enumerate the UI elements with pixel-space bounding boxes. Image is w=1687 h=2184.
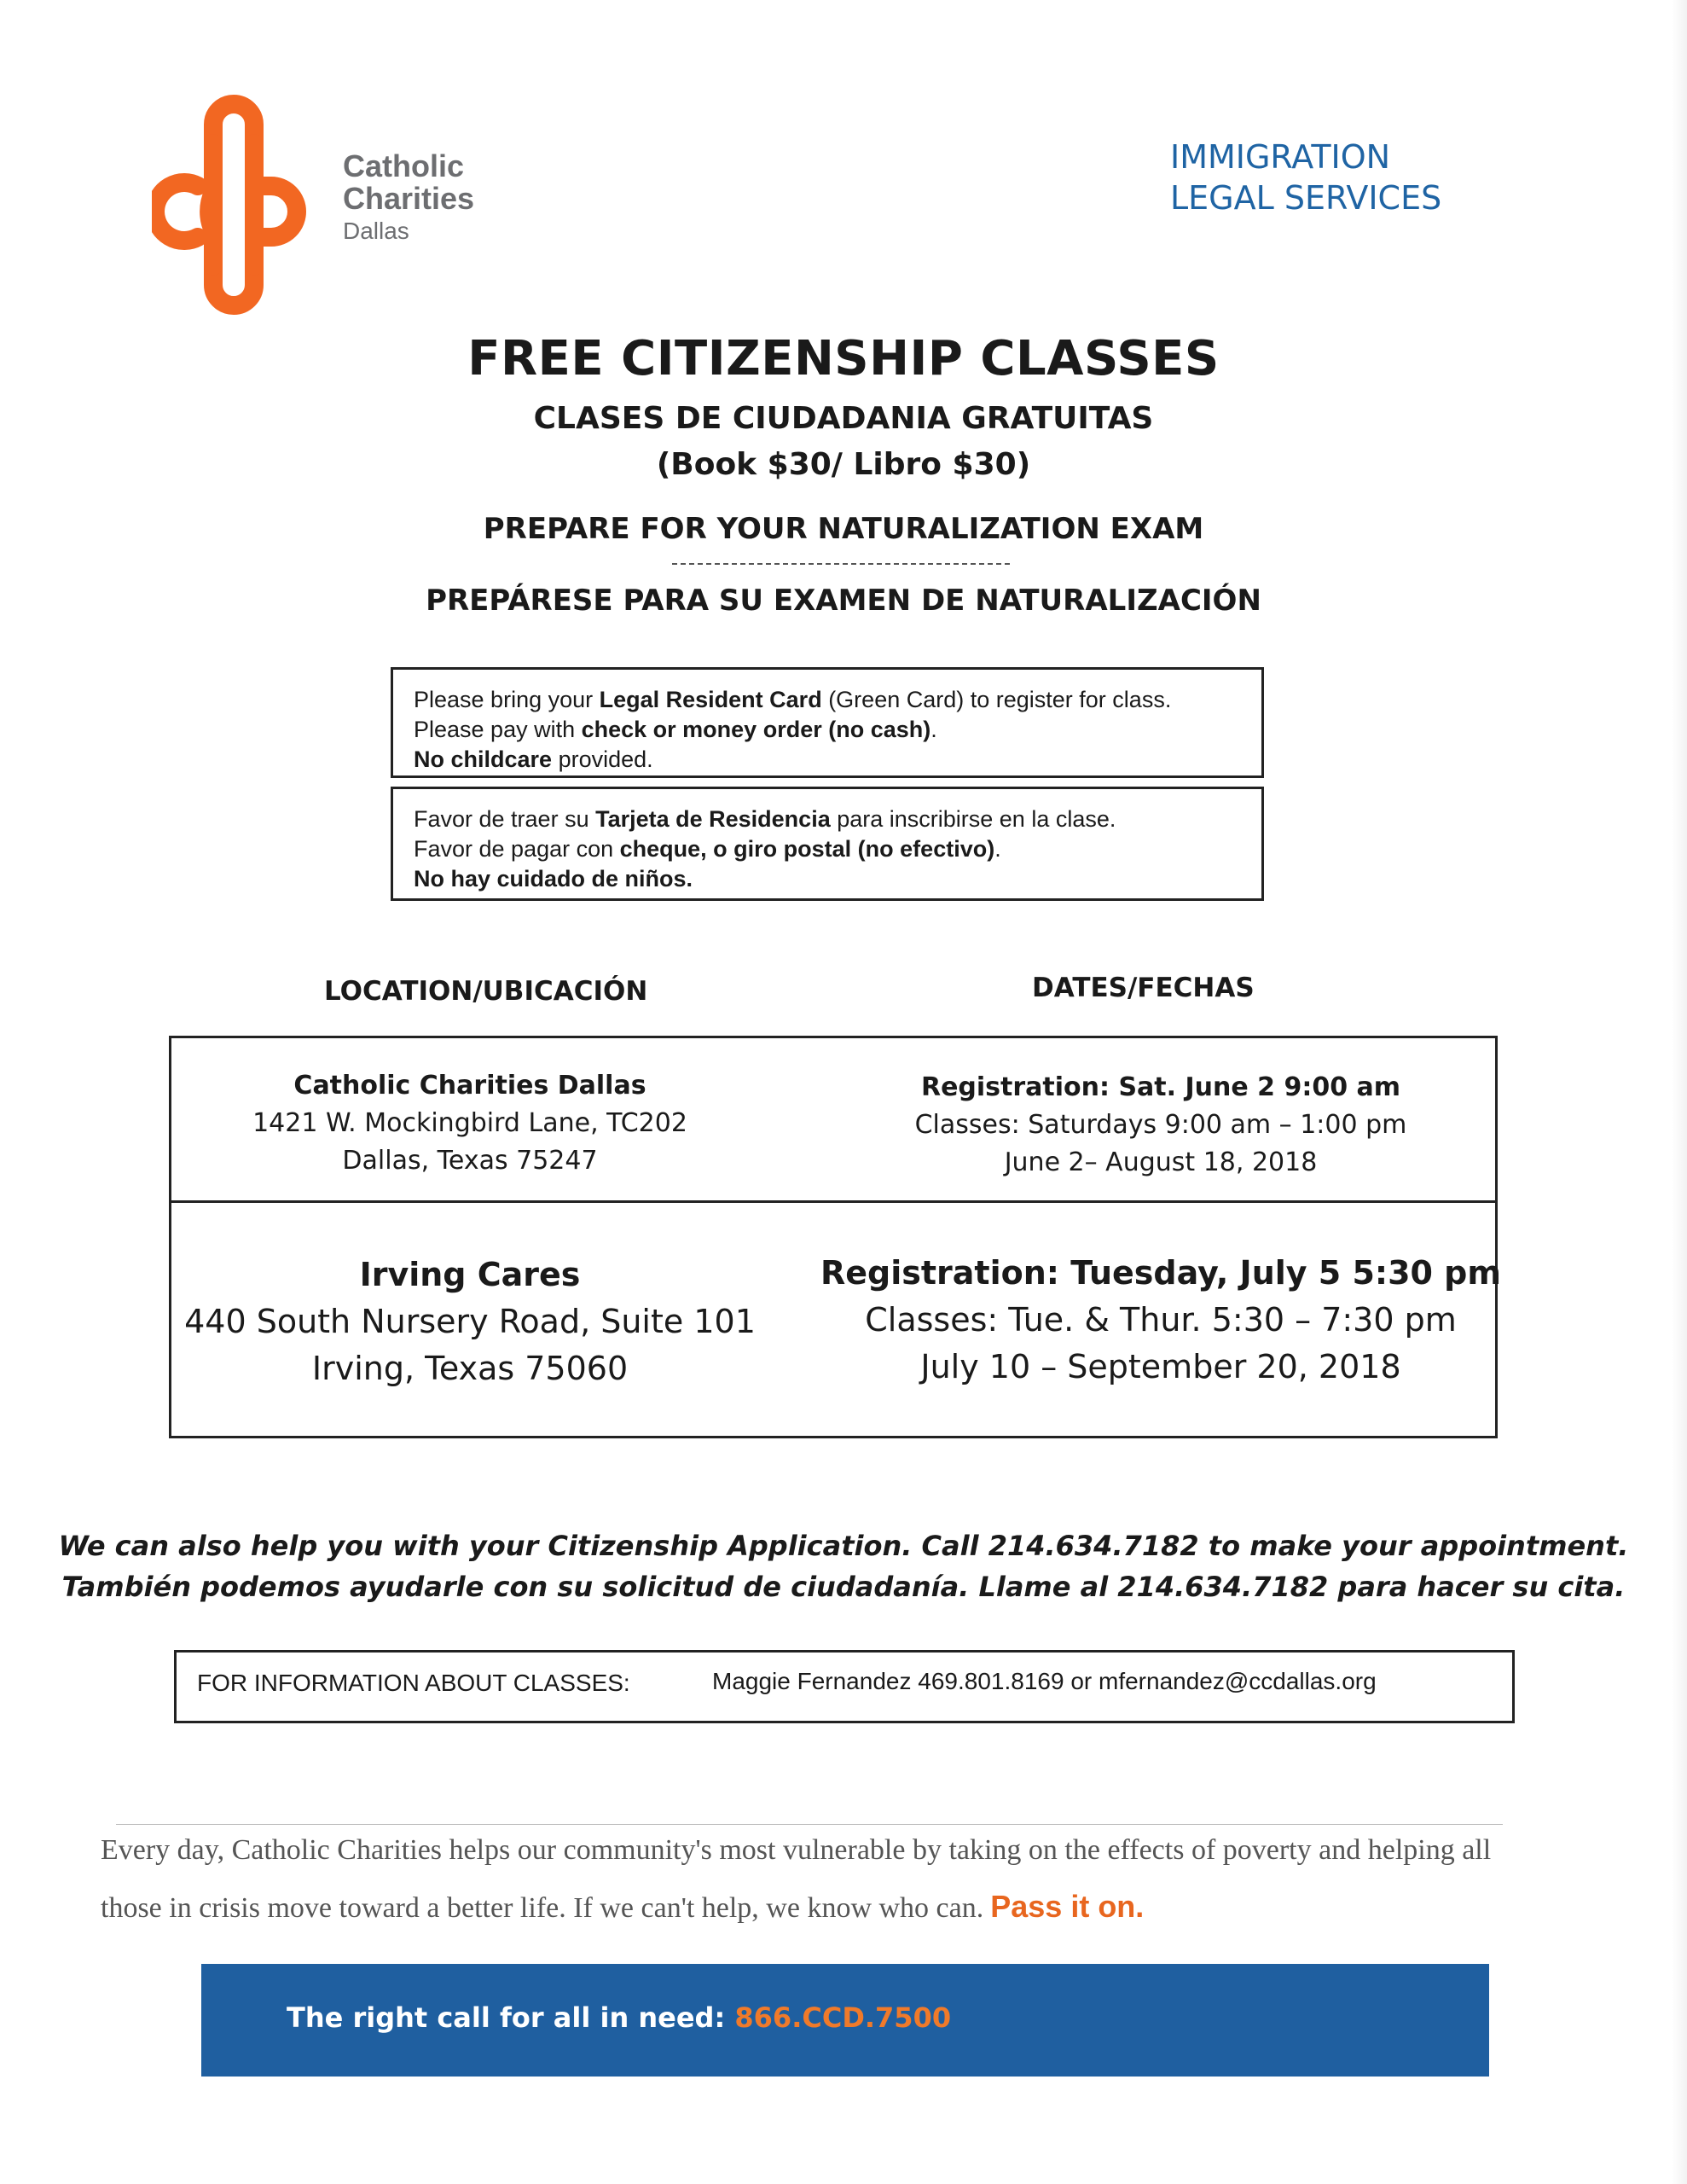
requirement-line: Please pay with check or money order (no cash). [414, 717, 937, 742]
location-column-header: LOCATION/UBICACIÓN [324, 976, 648, 1007]
location-cell-irving [171, 1252, 768, 1392]
department-line-2: LEGAL SERVICES [1170, 179, 1442, 217]
helpline-phone: 866.CCD.7500 [734, 2001, 952, 2034]
requirement-line: Favor de traer su Tarjeta de Residencia para inscribirse en la clase. [414, 806, 1116, 832]
dates-column-header: DATES/FECHAS [1032, 973, 1255, 1003]
location-name: Irving Cares [359, 1256, 581, 1293]
scan-edge [1672, 0, 1687, 2184]
prepare-heading-en: PREPARE FOR YOUR NATURALIZATION EXAM [483, 512, 1204, 546]
location-name: Catholic Charities Dallas [293, 1071, 646, 1101]
requirement-line: No hay cuidado de niños. [414, 866, 693, 892]
requirement-line: Please bring your Legal Resident Card (Green Card) to register for class. [414, 687, 1172, 712]
tagline-line-2: those in crisis move toward a better life. If we can't help, we know who can. Pass it on. [101, 1889, 1145, 1924]
location-city: Dallas, Texas 75247 [342, 1146, 598, 1176]
location-cell-dallas [171, 1067, 768, 1180]
dates-cell-irving [786, 1250, 1536, 1391]
pass-it-on: Pass it on. [990, 1889, 1145, 1924]
location-city: Irving, Texas 75060 [311, 1350, 629, 1387]
info-label: FOR INFORMATION ABOUT CLASSES: [197, 1670, 630, 1696]
location-address: 1421 W. Mockingbird Lane, TC202 [252, 1108, 687, 1138]
registration-date: Registration: Sat. June 2 9:00 am [920, 1072, 1401, 1102]
logo-wordmark [343, 150, 474, 247]
page-title: FREE CITIZENSHIP CLASSES [467, 331, 1220, 386]
schedule-table [169, 1036, 1501, 1438]
date-range: June 2– August 18, 2018 [1004, 1147, 1318, 1177]
registration-date: Registration: Tuesday, July 5 5:30 pm [820, 1254, 1501, 1292]
requirements-box-spanish [391, 787, 1264, 901]
helpline-banner [201, 1964, 1489, 2077]
logo-line-2: Charities [343, 181, 475, 216]
department-line-1: IMMIGRATION [1170, 138, 1391, 176]
requirements-box-english [391, 667, 1264, 778]
book-price: (Book $30/ Libro $30) [656, 447, 1031, 482]
class-times: Classes: Tue. & Thur. 5:30 – 7:30 pm [865, 1301, 1457, 1339]
dashed-divider [672, 563, 1010, 565]
footer-rule [116, 1824, 1503, 1825]
banner-text: The right call for all in need: 866.CCD.7500 [287, 2001, 952, 2034]
application-help-english: We can also help you with your Citizenship Application. Call 214.634.7182 to make your appointment. [58, 1530, 1629, 1562]
class-times: Classes: Saturdays 9:00 am – 1:00 pm [914, 1110, 1407, 1140]
department-heading [1170, 136, 1441, 218]
row-divider [171, 1200, 1495, 1203]
logo-line-3: Dallas [343, 218, 409, 244]
page-subtitle-spanish: CLASES DE CIUDADANIA GRATUITAS [533, 401, 1154, 436]
requirement-line: Favor de pagar con cheque, o giro postal (no efectivo). [414, 836, 1001, 862]
dates-cell-dallas [854, 1069, 1468, 1182]
location-address: 440 South Nursery Road, Suite 101 [184, 1303, 756, 1340]
date-range: July 10 – September 20, 2018 [920, 1348, 1401, 1385]
logo-line-1: Catholic [343, 148, 465, 183]
info-contact: Maggie Fernandez 469.801.8169 or mfernandez@ccdallas.org [712, 1668, 1377, 1694]
requirement-line: No childcare provided. [414, 746, 653, 772]
prepare-heading-es: PREPÁRESE PARA SU EXAMEN DE NATURALIZACIÓN [426, 584, 1261, 618]
tagline-line-1: Every day, Catholic Charities helps our community's most vulnerable by taking on the effects of poverty and helping all [101, 1834, 1492, 1866]
class-info-box [174, 1650, 1515, 1723]
application-help-spanish: También podemos ayudarle con su solicitud de ciudadanía. Llame al 214.634.7182 para hacer su cita. [61, 1571, 1626, 1603]
